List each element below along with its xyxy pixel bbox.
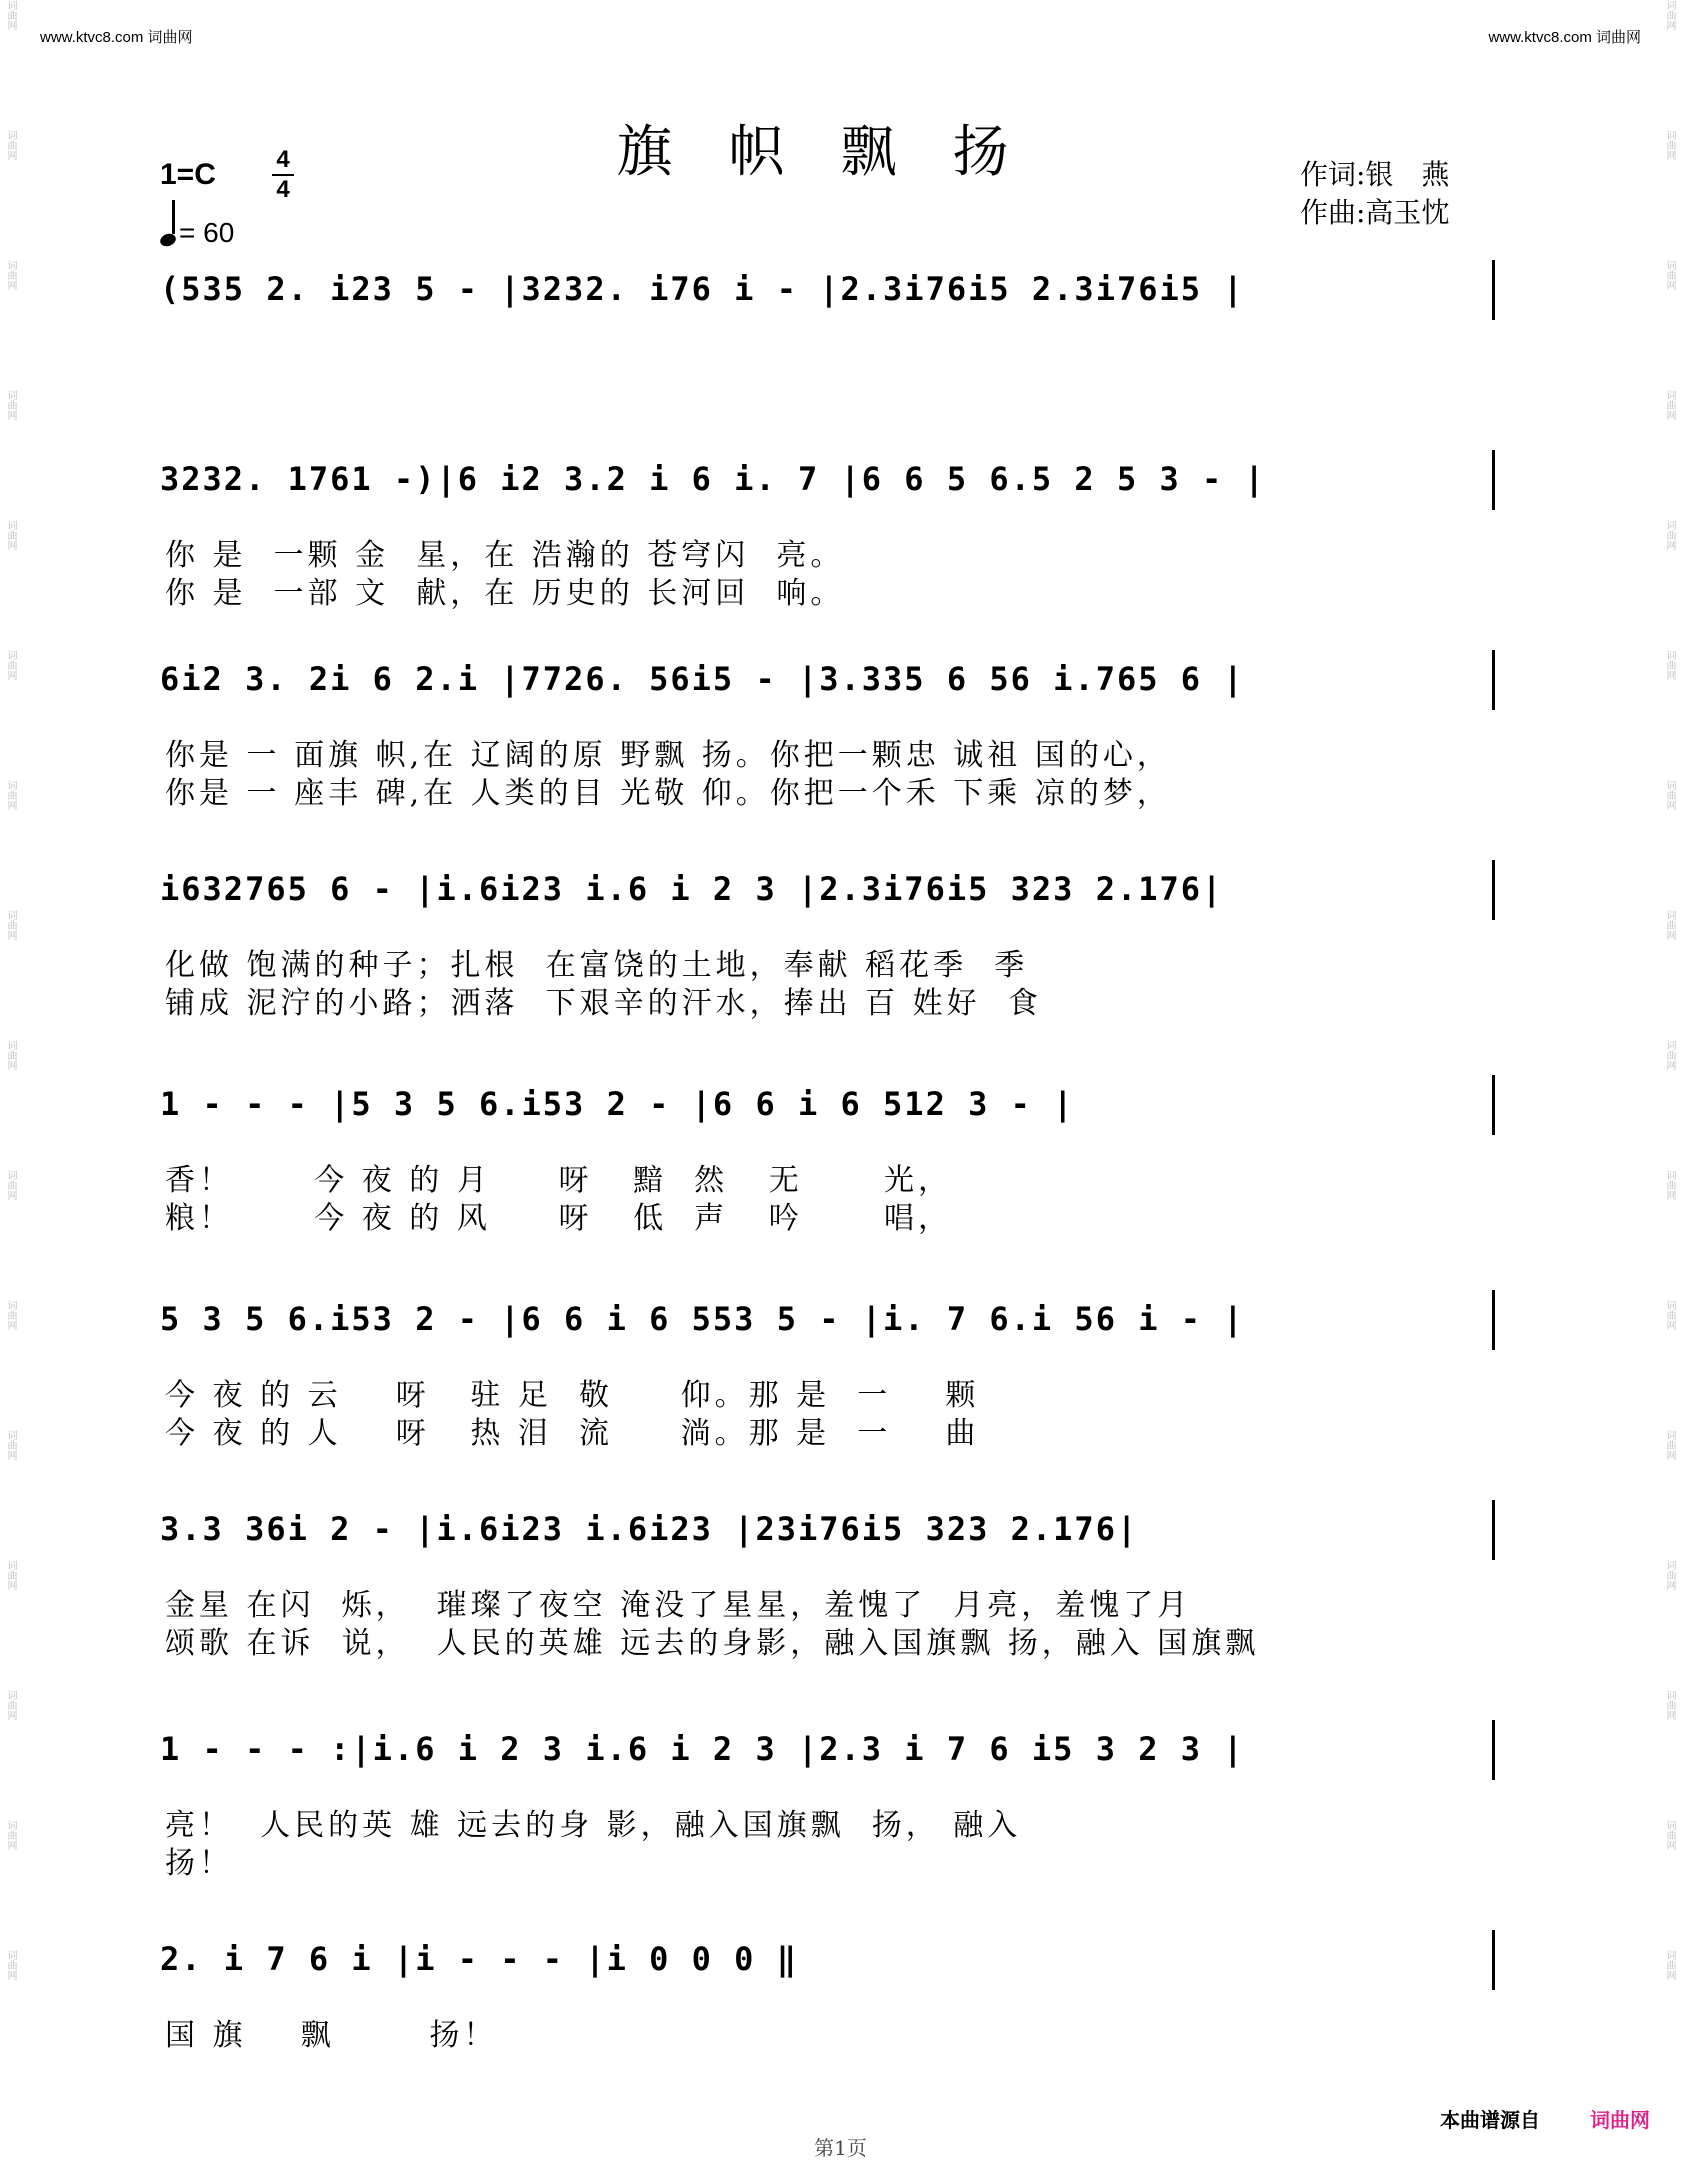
side-watermark-text: 词曲网 (5, 1820, 16, 1850)
side-watermark-text: 词曲网 (1664, 0, 1675, 30)
tempo-value: = 60 (179, 217, 235, 248)
page-number: 第1页 (814, 2136, 867, 2160)
notation-line: 3.3 36i 2 - |i.6i23 i.6i23 |23i76i5 323 2.176| (160, 1510, 1139, 1548)
side-watermark-text: 词曲网 (1664, 1040, 1675, 1070)
notation-line: 2. i 7 6 i |i - - - |i 0 0 0 ‖ (160, 1940, 798, 1978)
lyric-line: 你是 一 面旗 帜,在 辽阔的原 野飘 扬。你把一颗忠 诚祖 国的心， (165, 738, 1171, 773)
side-watermark-text: 词曲网 (5, 1690, 16, 1720)
lyricist: 作词:银 燕 (1300, 158, 1450, 191)
side-watermark-text: 词曲网 (1664, 650, 1675, 680)
key-signature: 1=C (160, 158, 216, 191)
song-title: 旗帜飘扬 (616, 120, 1065, 185)
site-header-left: www.ktvc8.com 词曲网 (40, 29, 193, 46)
lyric-line: 扬！ (165, 1846, 233, 1881)
lyric-line: 香！ 今 夜 的 月 呀 黯 然 无 光， (165, 1163, 953, 1198)
side-watermark-text: 词曲网 (5, 1170, 16, 1200)
barline (1492, 650, 1495, 710)
site-header-right: www.ktvc8.com 词曲网 (1488, 29, 1641, 46)
barline (1492, 260, 1495, 320)
side-watermark-text: 词曲网 (1664, 910, 1675, 940)
side-watermark-text: 词曲网 (5, 650, 16, 680)
notation-line: (535 2. i23 5 - |3232. i76 i - |2.3i76i5 2.3i76i5 | (160, 270, 1245, 308)
side-watermark-text: 词曲网 (5, 390, 16, 420)
notation-line: 1 - - - |5 3 5 6.i53 2 - |6 6 i 6 512 3 - | (160, 1085, 1075, 1123)
lyric-line: 国 旗 飘 扬！ (165, 2018, 498, 2053)
lyric-line: 你是 一 座丰 碑,在 人类的目 光敬 仰。你把一个禾 下乘 凉的梦， (165, 776, 1171, 811)
lyric-line: 颂歌 在诉 说， 人民的英雄 远去的身影，融入国旗飘 扬，融入 国旗飘 (165, 1626, 1260, 1661)
side-watermark-text: 词曲网 (5, 1040, 16, 1070)
notation-line: 3232. 1761 -)|6 i2 3.2 i 6 i. 7 |6 6 5 6.5 2 5 3 - | (160, 460, 1266, 498)
lyric-line: 化做 饱满的种子；扎根 在富饶的土地，奉献 稻花季 季 (165, 948, 1029, 983)
composer: 作曲:高玉忱 (1300, 196, 1450, 229)
side-watermark-text: 词曲网 (5, 260, 16, 290)
side-watermark-text: 词曲网 (5, 1430, 16, 1460)
notation-line: 6i2 3. 2i 6 2.i |7726. 56i5 - |3.335 6 56 i.765 6 | (160, 660, 1245, 698)
side-watermark-text: 词曲网 (5, 1950, 16, 1980)
side-watermark-text: 词曲网 (1664, 780, 1675, 810)
side-watermark-text: 词曲网 (5, 780, 16, 810)
notation-line: 1 - - - :|i.6 i 2 3 i.6 i 2 3 |2.3 i 7 6 i5 3 2 3 | (160, 1730, 1245, 1768)
side-watermark-text: 词曲网 (1664, 1430, 1675, 1460)
side-watermark-text: 词曲网 (5, 1300, 16, 1330)
footer-source: 本曲谱源自 (1440, 2108, 1540, 2132)
barline (1492, 1720, 1495, 1780)
lyric-line: 金星 在闪 烁， 璀璨了夜空 淹没了星星，羞愧了 月亮，羞愧了月 (165, 1588, 1192, 1623)
side-watermark-text: 词曲网 (1664, 1170, 1675, 1200)
lyric-line: 今 夜 的 人 呀 热 泪 流 淌。那 是 一 曲 (165, 1416, 980, 1451)
time-sig-top: 4 (276, 146, 290, 173)
notation-line: 5 3 5 6.i53 2 - |6 6 i 6 553 5 - |i. 7 6.i 56 i - | (160, 1300, 1245, 1338)
credits (1300, 156, 1449, 232)
quarter-note-icon (158, 232, 177, 249)
side-watermark-text: 词曲网 (5, 0, 16, 30)
lyric-line: 亮！ 人民的英 雄 远去的身 影，融入国旗飘 扬， 融入 (165, 1808, 1022, 1843)
side-watermark-text: 词曲网 (1664, 260, 1675, 290)
side-watermark-right (1663, 0, 1677, 2161)
barline (1492, 860, 1495, 920)
side-watermark-text: 词曲网 (1664, 390, 1675, 420)
barline (1492, 1500, 1495, 1560)
side-watermark-text: 词曲网 (5, 520, 16, 550)
barline (1492, 450, 1495, 510)
lyric-line: 你 是 一颗 金 星，在 浩瀚的 苍穹闪 亮。 (165, 538, 845, 573)
time-signature (272, 146, 294, 204)
lyric-line: 铺成 泥泞的小路；洒落 下艰辛的汗水，捧出 百 姓好 食 (165, 986, 1042, 1021)
note-stem (172, 200, 175, 234)
barline (1492, 1930, 1495, 1990)
side-watermark-text: 词曲网 (1664, 1560, 1675, 1590)
barline (1492, 1290, 1495, 1350)
time-sig-bottom: 4 (276, 176, 290, 203)
notation-line: i632765 6 - |i.6i23 i.6 i 2 3 |2.3i76i5 323 2.176| (160, 870, 1224, 908)
footer-logo[interactable]: 词曲网 (1590, 2108, 1650, 2132)
side-watermark-text: 词曲网 (5, 1560, 16, 1590)
lyric-line: 粮！ 今 夜 的 风 呀 低 声 吟 唱， (165, 1201, 953, 1236)
lyric-line: 今 夜 的 云 呀 驻 足 敬 仰。那 是 一 颗 (165, 1378, 980, 1413)
side-watermark-text: 词曲网 (1664, 1820, 1675, 1850)
side-watermark-text: 词曲网 (1664, 130, 1675, 160)
lyric-line: 你 是 一部 文 献，在 历史的 长河回 响。 (165, 576, 845, 611)
side-watermark-text: 词曲网 (1664, 1690, 1675, 1720)
side-watermark-text: 词曲网 (5, 910, 16, 940)
side-watermark-text: 词曲网 (1664, 1300, 1675, 1330)
barline (1492, 1075, 1495, 1135)
tempo-marking (160, 208, 234, 249)
side-watermark-text: 词曲网 (1664, 520, 1675, 550)
side-watermark-left (4, 0, 18, 2161)
side-watermark-text: 词曲网 (5, 130, 16, 160)
side-watermark-text: 词曲网 (1664, 1950, 1675, 1980)
